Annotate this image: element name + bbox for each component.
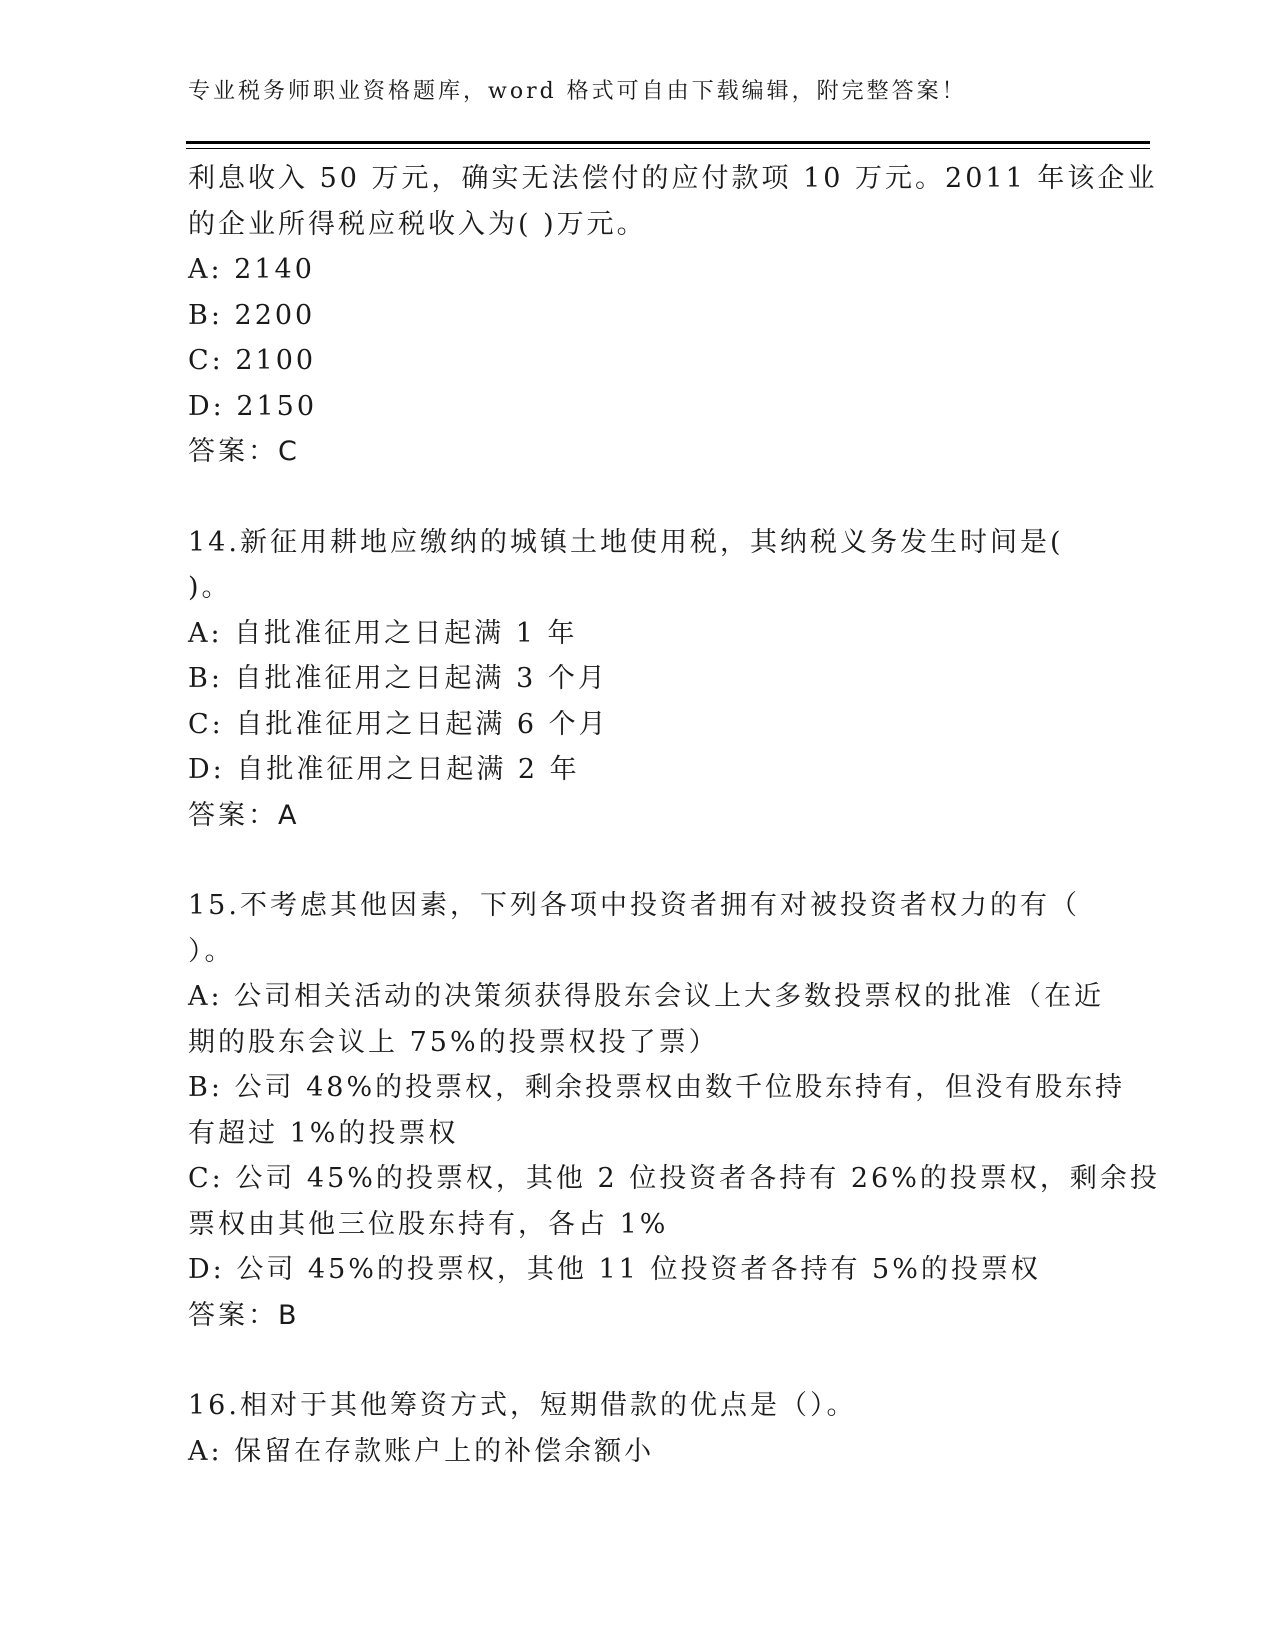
question-text-line: 15.不考虑其他因素，下列各项中投资者拥有对被投资者权力的有（ <box>188 890 1080 921</box>
option-c-continued: 票权由其他三位股东持有，各占 1% <box>188 1208 669 1240</box>
question-text-line: ）。 <box>188 935 235 967</box>
question-text-line: 的企业所得税应税收入为( )万元。 <box>188 208 647 240</box>
option-c: C: 2100 <box>188 345 317 376</box>
option-a: A: 公司相关活动的决策须获得股东会议上大多数投票权的批准（在近 <box>188 981 1105 1012</box>
question-text-line: )。 <box>188 572 232 603</box>
answer: 答案：C <box>188 436 300 467</box>
option-c: C: 公司 45%的投票权，其他 2 位投资者各持有 26%的投票权，剩余投 <box>188 1163 1160 1194</box>
header-rule-thick <box>186 141 1150 144</box>
question-text-line: 16.相对于其他筹资方式，短期借款的优点是（）。 <box>188 1390 857 1421</box>
question-14 <box>188 520 1088 839</box>
question-text-line: 14.新征用耕地应缴纳的城镇土地使用税，其纳税义务发生时间是( <box>188 526 1064 558</box>
answer: 答案：A <box>188 799 300 831</box>
option-d: D: 公司 45%的投票权，其他 11 位投资者各持有 5%的投票权 <box>188 1254 1041 1285</box>
option-c: C: 自批准征用之日起满 6 个月 <box>188 708 609 740</box>
option-d: D: 自批准征用之日起满 2 年 <box>188 754 580 785</box>
question-13 <box>188 156 1158 475</box>
option-a: A: 保留在存款账户上的补偿余额小 <box>188 1435 655 1467</box>
answer: 答案：B <box>188 1299 300 1331</box>
option-b-continued: 有超过 1%的投票权 <box>188 1117 459 1149</box>
option-a: A: 自批准征用之日起满 1 年 <box>188 617 578 649</box>
option-b: B: 2200 <box>188 299 316 331</box>
option-d: D: 2150 <box>188 390 318 422</box>
question-content <box>188 156 1160 1474</box>
page-header: 专业税务师职业资格题库，word 格式可自由下载编辑，附完整答案！ <box>188 79 967 104</box>
option-a: A: 2140 <box>188 254 315 285</box>
question-text-line: 利息收入 50 万元，确实无法偿付的应付款项 10 万元。2011 年该企业 <box>188 163 1158 194</box>
header-rule-thin <box>186 148 1150 149</box>
question-16 <box>188 1383 1088 1474</box>
option-a-continued: 期的股东会议上 75%的投票权投了票） <box>188 1026 719 1058</box>
question-15 <box>188 883 1160 1338</box>
option-b: B: 自批准征用之日起满 3 个月 <box>188 663 608 694</box>
option-b: B: 公司 48%的投票权，剩余投票权由数千位股东持有，但没有股东持 <box>188 1072 1126 1103</box>
